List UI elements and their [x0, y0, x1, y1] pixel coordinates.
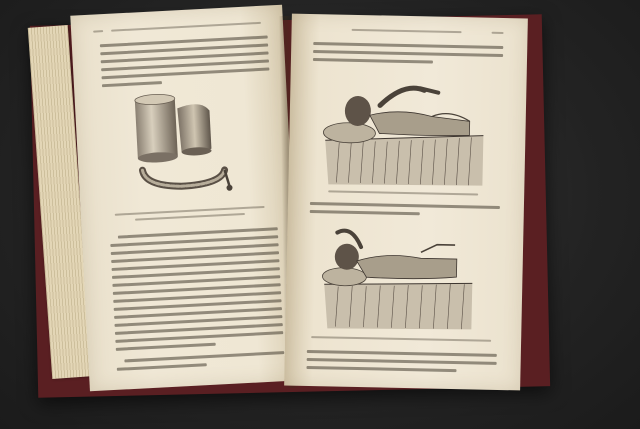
- right-page: [284, 14, 528, 391]
- bandage-illustration: [116, 86, 262, 203]
- page-number-right: [492, 32, 504, 34]
- left-page: [70, 5, 301, 392]
- figure-caption-right-top: [328, 190, 478, 195]
- running-head: [111, 22, 261, 32]
- patient-illustration-top: [318, 70, 490, 189]
- running-head-right: [352, 29, 462, 33]
- top-paragraph: [70, 5, 282, 16]
- patient-illustration-bottom: [315, 220, 477, 333]
- page-number: [93, 30, 103, 33]
- figure-caption-right-bottom: [311, 336, 491, 342]
- body-paragraph-left: [70, 5, 282, 16]
